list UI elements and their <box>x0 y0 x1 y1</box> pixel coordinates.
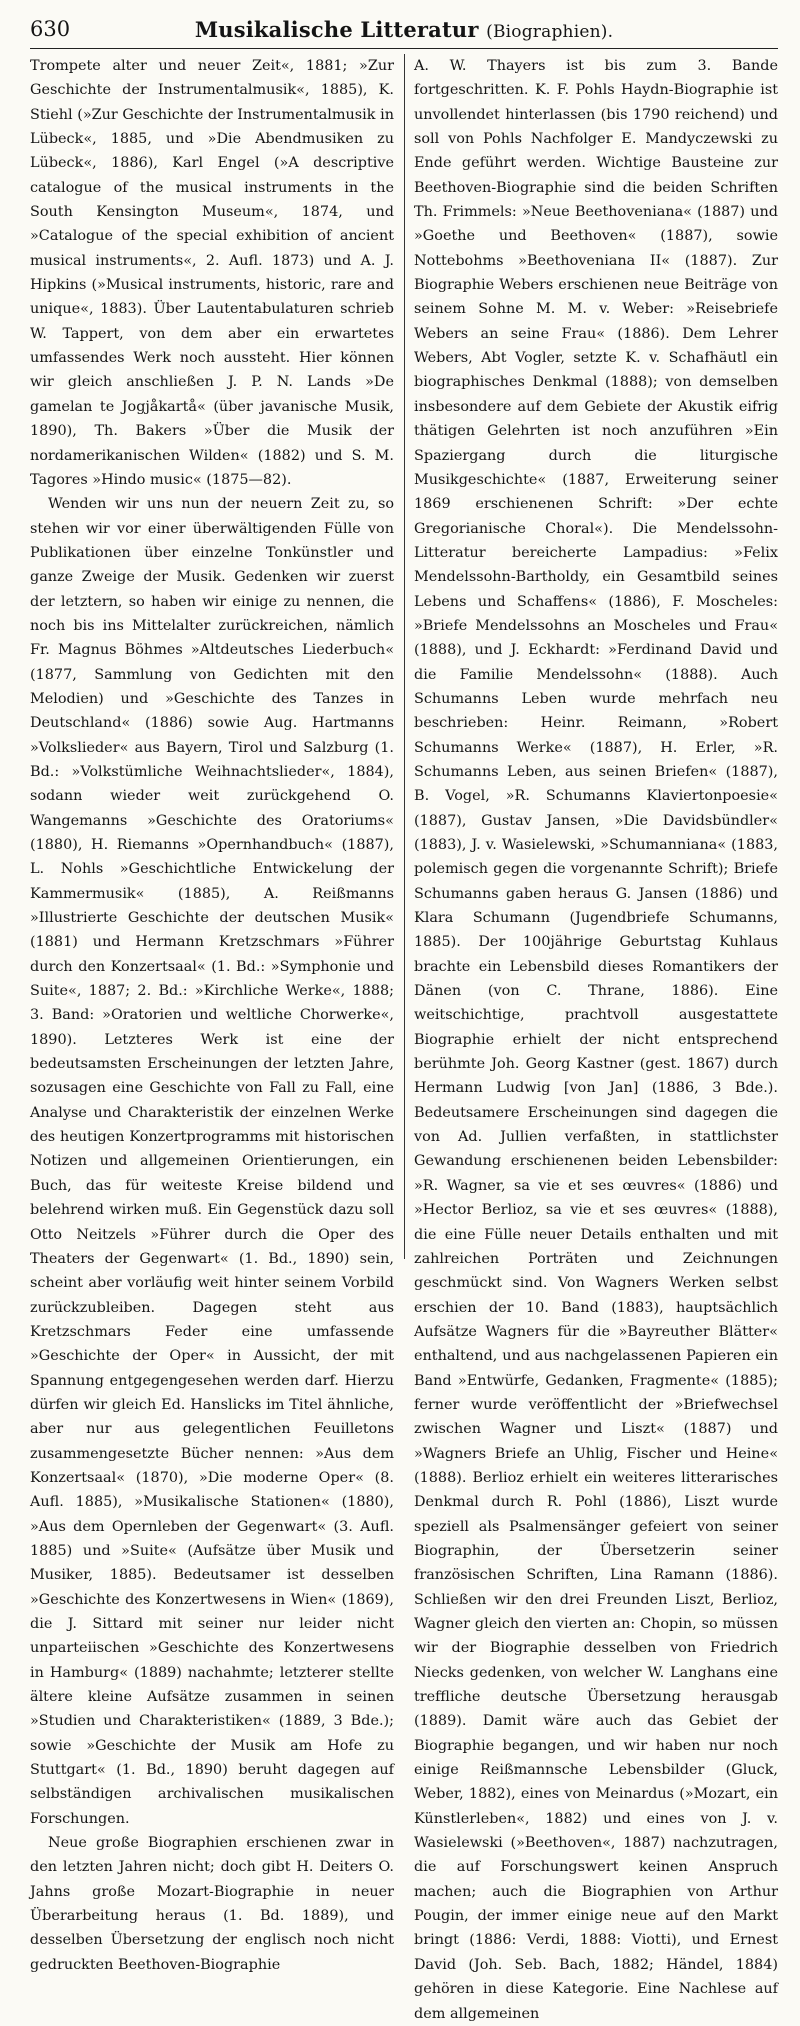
running-title-main: Musikalische Litteratur <box>194 17 479 42</box>
paragraph: A. W. Thayers ist bis zum 3. Bande fortgeschritten. K. F. Pohls Haydn-Biographie ist unvollendet hinterlassen (bis 1790 reichend) und soll von Pohls Nachfolger E. Mandyczewski zu Ende geführt werden. Wichtige Bausteine zur Beethoven-Biographie sind die beiden Schriften Th. Frimmels: »Neue Beethoveniana« (1887) und »Goethe und Beethoven« (1887), sowie Nottebohms »Beethoveniana II« (1887). Zur Biographie Webers erschienen neue Beiträge von seinem Sohne M. M. v. Weber: »Reisebriefe Webers an seine Frau« (1886). Dem Lehrer Webers, Abt Vogler, setzte K. v. Schafhäutl ein biographisches Denkmal (1888); von demselben insbesondere auf dem Gebiete der Akustik eifrig thätigen Gelehrten ist noch anzuführen »Ein Spaziergang durch die liturgische Musikgeschichte« (1887, Erweiterung seiner 1869 erschienenen Schrift: »Der echte Gregorianische Choral«). Die Mendelssohn-Litteratur bereicherte Lampadius: »Felix Mendelssohn-Bartholdy, ein Gesamtbild seines Lebens und Schaffens« (1886), F. Moscheles: »Briefe Mendelssohns an Moscheles und Frau« (1888), und J. Eckhardt: »Ferdinand David und die Familie Mendelssohn« (1888). Auch Schumanns Leben wurde mehrfach neu beschrieben: Heinr. Reimann, »Robert Schumanns Werke« (1887), H. Erler, »R. Schumanns Leben, aus seinen Briefen« (1887), B. Vogel, »R. Schumanns Klaviertonpoesie« (1887), Gustav Jansen, »Die Davidsbündler« (1883), J. v. Wasielewski, »Schumanniana« (1883, polemisch gegen die vorgenannte Schrift); Briefe Schumanns gaben heraus G. Jansen (1886) und Klara Schumann (Jugendbriefe Schumanns, 1885). Der 100jährige Geburtstag Kuhlaus brachte ein Lebensbild dieses Romantikers der Dänen (von C. Thrane, 1886). Eine weitschichtige, prachtvoll ausgestattete Biographie erhielt der nicht entsprechend berühmte Joh. Georg Kastner (gest. 1867) durch Hermann Ludwig [von Jan] (1886, 3 Bde.). Bedeutsamere Erscheinungen sind dagegen die von Ad. Jullien verfaßten, in stattlichster Gewandung erschienenen beiden Lebensbilder: »R. Wagner, sa vie et ses œuvres« (1886) und »Hector Berlioz, sa vie et ses œuvres« (1888), die eine Fülle neuer Details enthalten und mit zahlreichen Porträten und Zeichnungen geschmückt sind. Von Wagners Werken selbst erschien der 10. Band (1883), hauptsächlich Aufsätze Wagners für die »Bayreuther Blätter« enthaltend, und aus nachgelassenen Papieren ein Band »Entwürfe, Gedanken, Fragmente« (1885); ferner wurde veröffentlicht der »Briefwechsel zwischen Wagner und Liszt« (1887) und »Wagners Briefe an Uhlig, Fischer und Heine« (1888). Berlioz erhielt ein weiteres litterarisches Denkmal durch R. Pohl (1886), Liszt wurde speziell als Psalmensänger gefeiert von seiner Biographin, der Übersetzerin seiner französischen Schriften, Lina Ramann (1886). Schließen wir den drei Freunden Liszt, Berlioz, Wagner gleich den vierten an: Chopin, so müssen wir der Biographie desselben von Friedrich Niecks gedenken, von welcher W. Langhans eine treffliche deutsche Übersetzung herausgab (1889). Damit wäre auch das Gebiet der Biographie begangen, und wir haben nur noch einige Reißmannsche Lebensbilder (Gluck, Weber, 1882), eines von Meinardus (»Mozart, ein Künstlerleben«, 1882) und eines von J. v. Wasielewski (»Beethoven«, 1887) nachzutragen, die auf Forschungswert keinen Anspruch machen; auch die Biographien von Arthur Pougin, der immer einige neue auf den Markt bringt (1886: Verdi, 1888: Viotti), und Ernest David (Joh. Seb. Bach, 1882; Händel, 1884) gehören in diese Kategorie. Eine Nachlese auf dem allgemeinen <box>414 58 778 2022</box>
page-header <box>30 14 778 49</box>
paragraph: Trompete alter und neuer Zeit«, 1881; »Zur Geschichte der Instrumentalmusik«, 1885), K. Stiehl (»Zur Geschichte der Instrumentalmusik in Lübeck«, 1885, und »Die Abendmusiken zu Lübeck«, 1886), Karl Engel (»A descriptive catalogue of the musical instruments in the South Kensington Museum«, 1874, und »Catalogue of the special exhibition of ancient musical instruments«, 2. Aufl. 1873) und A. J. Hipkins (»Musical instruments, historic, rare and unique«, 1883). Über Lautentabulaturen schrieb W. Tappert, von dem aber ein erwartetes umfassendes Werk noch aussteht. Hier können wir gleich anschließen J. P. N. Lands »De gamelan te Jogjåkartå« (über javanische Musik, 1890), Th. Bakers »Über die Musik der nordamerikanischen Wilden« (1882) und S. M. Tagores »Hindo music« (1875—82). <box>30 58 394 488</box>
running-title <box>30 17 778 42</box>
right-column <box>414 54 778 2022</box>
running-title-subtitle: (Biographien). <box>486 22 614 42</box>
page-number: 630 <box>30 17 71 41</box>
left-column <box>30 54 394 1973</box>
paragraph: Neue große Biographien erschienen zwar in den letzten Jahren nicht; doch gibt H. Deiters O. Jahns große Mozart-Biographie in neuer Überarbeitung heraus (1. Bd. 1889), und desselben Übersetzung der englisch noch nicht gedruckten Beethoven-Biographie <box>30 1835 394 1973</box>
paragraph: Wenden wir uns nun der neuern Zeit zu, so stehen wir vor einer überwältigenden Fülle von Publikationen über einzelne Tonkünstler und ganze Zweige der Musik. Gedenken wir zuerst der letztern, so haben wir einige zu nennen, die noch bis ins Mittelalter zurückreichen, nämlich Fr. Magnus Böhmes »Altdeutsches Liederbuch« (1877, Sammlung von Gedichten mit den Melodien) und »Geschichte des Tanzes in Deutschland« (1886) sowie Aug. Hartmanns »Volkslieder« aus Bayern, Tirol und Salzburg (1. Bd.: »Volkstümliche Weihnachtslieder«, 1884), sodann wieder weit zurückgehend O. Wangemanns »Geschichte des Oratoriums« (1880), H. Riemanns »Opernhandbuch« (1887), L. Nohls »Geschichtliche Entwickelung der Kammermusik« (1885), A. Reißmanns »Illustrierte Geschichte der deutschen Musik« (1881) und Hermann Kretzschmars »Führer durch den Konzertsaal« (1. Bd.: »Symphonie und Suite«, 1887; 2. Bd.: »Kirchliche Werke«, 1888; 3. Band: »Oratorien und weltliche Chorwerke«, 1890). Letzteres Werk ist eine der bedeutsamsten Erscheinungen der letzten Jahre, sozusagen eine Geschichte von Fall zu Fall, eine Analyse und Charakteristik der einzelnen Werke des heutigen Konzertprogramms mit historischen Notizen und allgemeinen Orientierungen, ein Buch, das für weiteste Kreise bildend und belehrend wirken muß. Ein Gegenstück dazu soll Otto Neitzels »Führer durch die Oper des Theaters der Gegenwart« (1. Bd., 1890) sein, scheint aber vorläufig weit hinter seinem Vorbild zurückzubleiben. Dagegen steht aus Kretzschmars Feder eine umfassende »Geschichte der Oper« in Aussicht, der mit Spannung entgegengesehen werden darf. Hierzu dürfen wir gleich Ed. Hanslicks im Titel ähnliche, aber nur aus gelegentlichen Feuilletons zusammengesetzte Bücher nennen: »Aus dem Konzertsaal« (1870), »Die moderne Oper« (8. Aufl. 1885), »Musikalische Stationen« (1880), »Aus dem Opernleben der Gegenwart« (3. Aufl. 1885) und »Suite« (Aufsätze über Musik und Musiker, 1885). Bedeutsamer ist desselben »Geschichte des Konzertwesens in Wien« (1869), die J. Sittard mit seiner nur leider nicht unparteiischen »Geschichte des Konzertwesens in Hamburg« (1889) nachahmte; letzterer stellte ältere kleine Aufsätze zusammen in seinen »Studien und Charakteristiken« (1889, 3 Bde.); sowie »Geschichte der Musik am Hofe zu Stuttgart« (1. Bd., 1890) beruht dagegen auf selbständigen archivalischen musikalischen Forschungen. <box>30 496 394 1827</box>
column-divider <box>404 54 405 1259</box>
text-columns <box>30 54 778 2022</box>
